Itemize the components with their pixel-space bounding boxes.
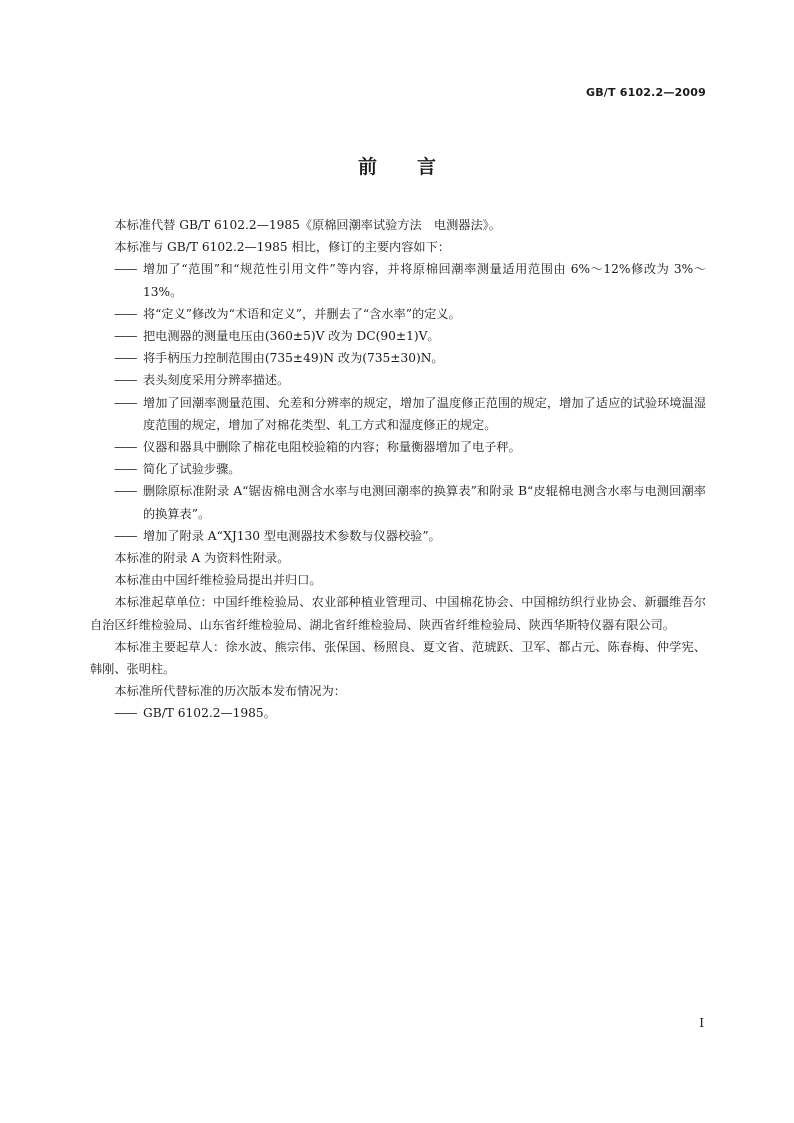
- dash-marker: ——: [114, 373, 137, 388]
- dash-marker: ——: [114, 484, 137, 499]
- paragraph: 本标准起草单位：中国纤维检验局、农业部种植业管理司、中国棉花协会、中国棉纺织行业协会、新疆维吾尔自治区纤维检验局、山东省纤维检验局、湖北省纤维检验局、陕西省纤维检验局、陕西华斯特仪器有限公司。: [90, 595, 706, 632]
- change-item: [90, 392, 706, 436]
- history-item: [90, 702, 706, 724]
- dash-marker: ——: [114, 440, 137, 455]
- change-item-text: 增加了“范围”和“规范性引用文件”等内容，并将原棉回潮率测量适用范围由 6%～12%修改为 3%～13%。: [143, 262, 706, 299]
- foreword-body: [90, 214, 706, 725]
- paragraph: 本标准主要起草人：徐水波、熊宗伟、张保国、杨照良、夏文省、范琥跃、卫军、都占元、陈春梅、仲学宪、韩刚、张明柱。: [90, 639, 706, 677]
- change-item: [90, 436, 706, 458]
- change-item: [90, 480, 706, 524]
- dash-marker: ——: [114, 262, 137, 277]
- change-item: [90, 258, 706, 302]
- dash-marker: ——: [114, 329, 137, 344]
- dash-marker: ——: [114, 462, 137, 477]
- change-item-text: 简化了试验步骤。: [143, 462, 241, 477]
- dash-marker: ——: [114, 351, 137, 366]
- change-item: [90, 458, 706, 480]
- history-item-text: GB/T 6102.2—1985。: [143, 706, 276, 721]
- page-number: I: [699, 1016, 704, 1030]
- page-title: 前言: [357, 156, 476, 178]
- dash-marker: ——: [114, 706, 137, 721]
- change-item-text: 删除原标准附录 A“锯齿棉电测含水率与电测回潮率的换算表”和附录 B“皮辊棉电测含水率与电测回潮率的换算表”。: [143, 484, 706, 521]
- change-item-text: 表头刻度采用分辨率描述。: [143, 373, 290, 388]
- dash-marker: ——: [114, 395, 137, 410]
- paragraph: 本标准与 GB/T 6102.2—1985 相比，修订的主要内容如下：: [114, 240, 450, 255]
- paragraph: 本标准的附录 A 为资料性附录。: [114, 551, 290, 566]
- change-item-text: 将手柄压力控制范围由(735±49)N 改为(735±30)N。: [143, 351, 444, 366]
- change-item: [90, 347, 706, 369]
- paragraph: 本标准由中国纤维检验局提出并归口。: [114, 573, 322, 588]
- paragraph: 本标准所代替标准的历次版本发布情况为：: [114, 684, 346, 699]
- paragraph: 本标准代替 GB/T 6102.2—1985《原棉回潮率试验方法 电测器法》。: [114, 218, 501, 232]
- change-item: [90, 303, 706, 325]
- change-item-text: 仪器和器具中删除了棉花电阻校验箱的内容；称量衡器增加了电子秤。: [143, 440, 521, 455]
- change-item: [90, 369, 706, 391]
- dash-marker: ——: [114, 528, 137, 543]
- standard-code: GB/T 6102.2—2009: [585, 86, 706, 99]
- change-item-text: 增加了附录 A“XJ130 型电测器技术参数与仪器校验”。: [143, 528, 441, 543]
- change-item-text: 增加了回潮率测量范围、允差和分辨率的规定，增加了温度修正范围的规定，增加了适应的试验环境温湿度范围的规定，增加了对棉花类型、轧工方式和湿度修正的规定。: [143, 395, 706, 432]
- dash-marker: ——: [114, 306, 137, 321]
- change-item: [90, 325, 706, 347]
- change-item-text: 将“定义”修改为“术语和定义”，并删去了“含水率”的定义。: [143, 306, 461, 321]
- change-item: [90, 525, 706, 547]
- change-item-text: 把电测器的测量电压由(360±5)V 改为 DC(90±1)V。: [143, 329, 440, 344]
